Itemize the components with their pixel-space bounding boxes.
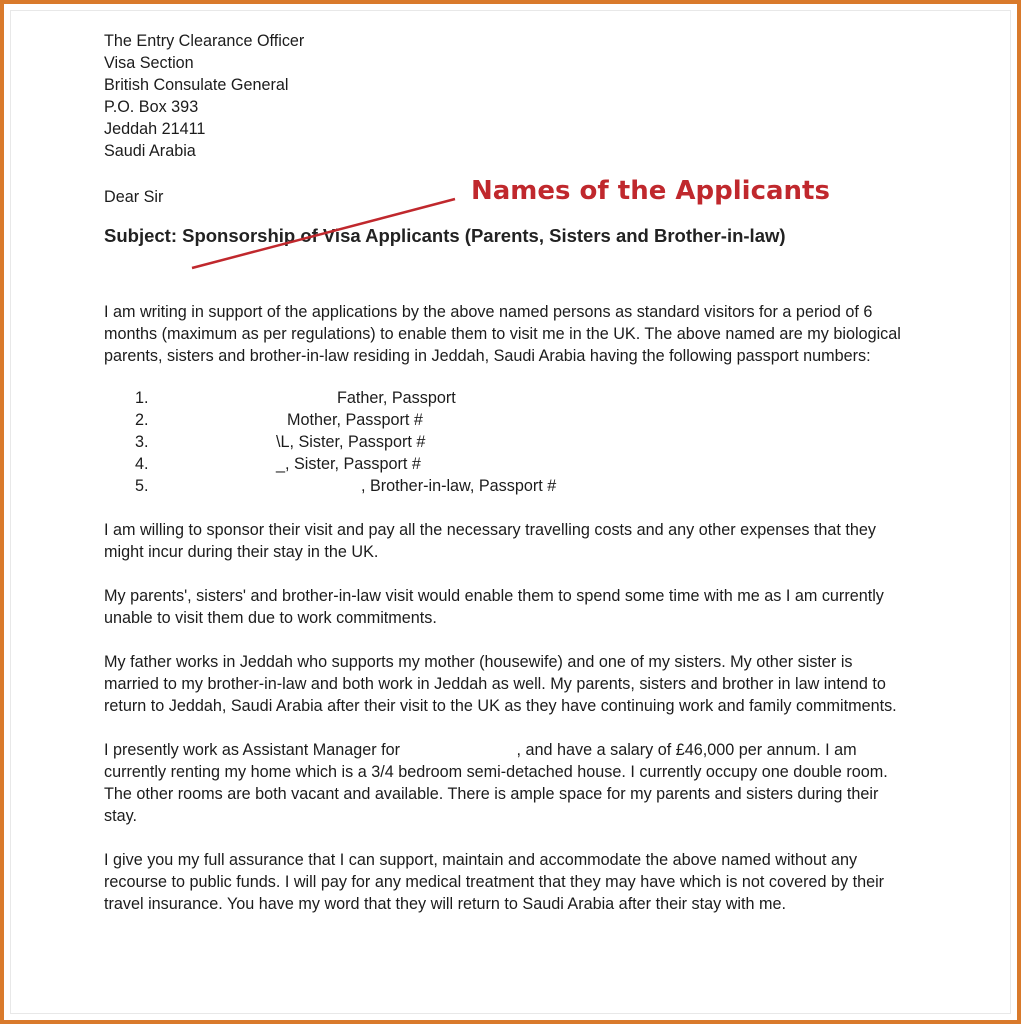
list-number: 5. [135, 477, 149, 495]
address-line: The Entry Clearance Officer [104, 32, 305, 50]
address-line: British Consulate General [104, 76, 289, 94]
intro-text: I am writing in support of the applications by the above named persons as standard visitors for a period of 6 months (maximum as per regulations) to enable them to visit me in the UK. The above named are my biological parents, sisters and brother-in-law residing in Jeddah, Saudi Arabia having the following passport numbers: [104, 303, 901, 365]
salutation: Dear Sir [104, 188, 164, 206]
list-number: 2. [135, 411, 149, 429]
sponsor-text: I am willing to sponsor their visit and pay all the necessary travelling costs and any other expenses that they might incur during their stay in the UK. [104, 521, 877, 561]
address-line: Visa Section [104, 54, 194, 72]
visit-text: My parents', sisters' and brother-in-law visit would enable them to spend some time with me as I am currently unable to visit them due to work commitments. [104, 587, 884, 627]
list-text: Mother, Passport # [287, 411, 423, 429]
list-text: , Brother-in-law, Passport # [361, 477, 557, 495]
subject-line: Subject: Sponsorship of Visa Applicants (Parents, Sisters and Brother-in-law) [104, 225, 786, 246]
list-text: Father, Passport [337, 389, 456, 407]
list-number: 4. [135, 455, 149, 473]
address-line: Saudi Arabia [104, 142, 196, 160]
list-number: 3. [135, 433, 149, 451]
family-text: My father works in Jeddah who supports my mother (housewife) and one of my sisters. My other sister is married to my brother-in-law and both work in Jeddah as well. My parents, sisters and brother in law intend to return to Jeddah, Saudi Arabia after their visit to the UK as they have continuing work and family commitments. [104, 653, 897, 715]
list-text: _, Sister, Passport # [276, 455, 421, 473]
annotation-label: Names of the Applicants [471, 176, 830, 206]
work-text-start: I presently work as Assistant Manager for [104, 741, 400, 759]
address-line: Jeddah 21411 [104, 120, 206, 138]
address-line: P.O. Box 393 [104, 98, 199, 116]
list-text: \L, Sister, Passport # [276, 433, 426, 451]
work-text-end: , and have a salary of £46,000 per annum. I am currently renting my home which is a 3/4 bedroom semi-detached house. I currently occupy one double room. The other rooms are both vacant and available. There is ample space for my parents and sisters during their stay. [104, 741, 888, 825]
list-number: 1. [135, 389, 149, 407]
assurance-text: I give you my full assurance that I can support, maintain and accommodate the above named without any recourse to public funds. I will pay for any medical treatment that they may have which is not covered by their travel insurance. You have my word that they will return to Saudi Arabia after their stay with me. [104, 851, 885, 913]
arrow-line [192, 199, 455, 268]
